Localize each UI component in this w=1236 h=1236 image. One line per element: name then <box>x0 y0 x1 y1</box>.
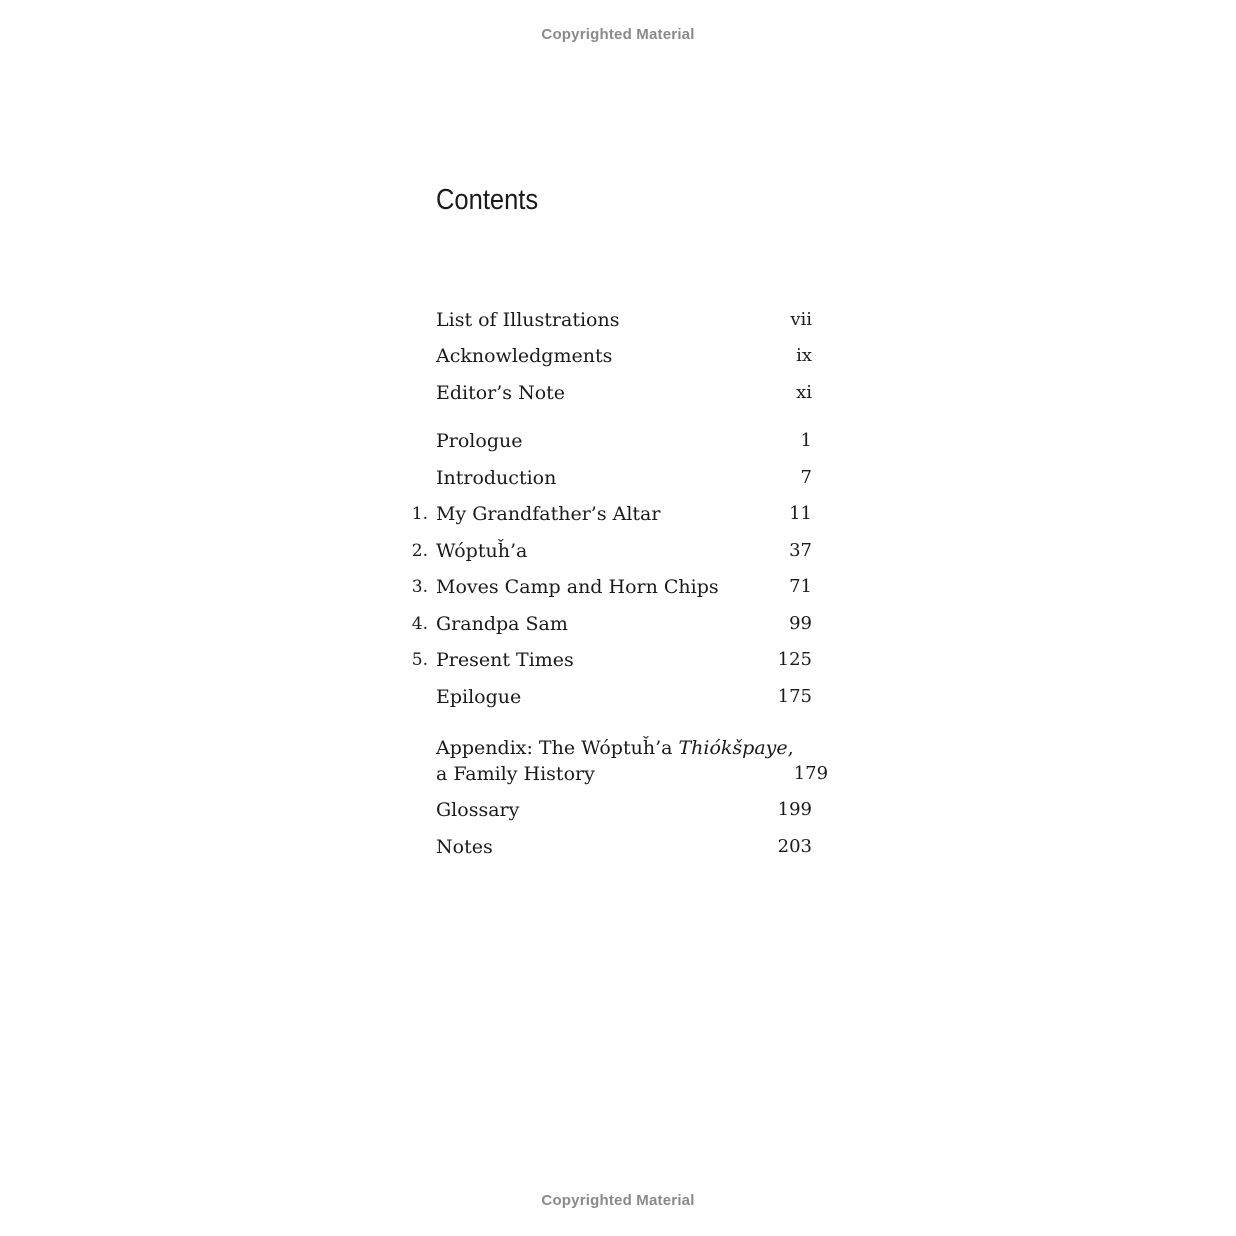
entry-title: List of Illustrations <box>436 308 620 331</box>
toc-entry-list-of-illustrations[interactable] <box>400 306 812 343</box>
page-number: 1 <box>800 430 812 451</box>
chapter-number <box>400 860 436 870</box>
chapter-number: 2. <box>411 540 428 561</box>
chapter-number <box>400 823 436 833</box>
chapter-number <box>400 454 436 464</box>
entry-title: My Grandfather’s Altar <box>436 503 661 525</box>
chapter-number <box>400 787 436 797</box>
toc-entry-editors-note[interactable] <box>400 379 812 416</box>
toc-entry-notes[interactable] <box>400 833 812 870</box>
page-number: 71 <box>789 576 812 597</box>
toc-entry-chapter-2[interactable] <box>400 537 812 574</box>
page-number: ix <box>796 345 812 366</box>
page-number: 175 <box>777 685 812 707</box>
table-of-contents <box>400 306 829 870</box>
chapter-number: 5. <box>411 650 428 670</box>
entry-title: Grandpa Sam <box>436 612 568 635</box>
page-number: 125 <box>777 649 812 670</box>
copyright-watermark-bottom: Copyrighted Material <box>541 1192 695 1209</box>
toc-entry-glossary[interactable] <box>400 797 812 834</box>
page-number: 179 <box>793 762 829 784</box>
page-number: 203 <box>777 835 812 857</box>
entry-title <box>436 735 794 797</box>
page-number: vii <box>790 308 812 330</box>
chapter-number <box>400 406 436 416</box>
entry-title: Introduction <box>436 466 557 489</box>
toc-entry-epilogue[interactable] <box>400 683 812 720</box>
toc-entry-chapter-1[interactable] <box>400 501 812 538</box>
page-number: 11 <box>789 503 812 524</box>
entry-title: Acknowledgments <box>436 345 613 367</box>
page-number: 37 <box>789 539 812 561</box>
entry-title-line-2: a Family History <box>436 762 595 785</box>
toc-entry-introduction[interactable] <box>400 464 812 501</box>
toc-entry-appendix[interactable] <box>400 732 829 797</box>
entry-title-line-1: Appendix: The Wóptuȟ’a Thiókšpaye, <box>436 736 794 759</box>
chapter-number <box>400 369 436 379</box>
page-number: 7 <box>800 466 812 488</box>
entry-title: Epilogue <box>436 685 522 708</box>
chapter-number: 3. <box>411 577 428 597</box>
page-title: Contents <box>436 184 539 216</box>
entry-title: Editor’s Note <box>436 381 566 404</box>
entry-title: Moves Camp and Horn Chips <box>436 576 719 598</box>
chapter-number <box>400 491 436 501</box>
entry-title: Glossary <box>436 799 520 821</box>
toc-entry-chapter-4[interactable] <box>400 610 812 647</box>
entry-title: Notes <box>436 835 493 858</box>
entry-title: Present Times <box>436 649 574 671</box>
entry-title-italic: Thiókšpaye <box>678 736 788 759</box>
page-number: 199 <box>777 799 812 820</box>
chapter-number <box>400 333 436 343</box>
toc-entry-acknowledgments[interactable] <box>400 343 812 380</box>
chapter-number: 4. <box>411 613 428 634</box>
toc-entry-chapter-5[interactable] <box>400 647 812 684</box>
entry-title: Wóptuȟ’a <box>436 539 528 562</box>
toc-entry-chapter-3[interactable] <box>400 574 812 611</box>
chapter-number <box>400 710 436 720</box>
entry-title: Prologue <box>436 430 523 452</box>
toc-entry-prologue[interactable] <box>400 428 812 465</box>
page-number: xi <box>796 381 812 403</box>
chapter-number: 1. <box>411 504 428 524</box>
page-number: 99 <box>789 612 812 634</box>
copyright-watermark-top: Copyrighted Material <box>541 26 695 43</box>
